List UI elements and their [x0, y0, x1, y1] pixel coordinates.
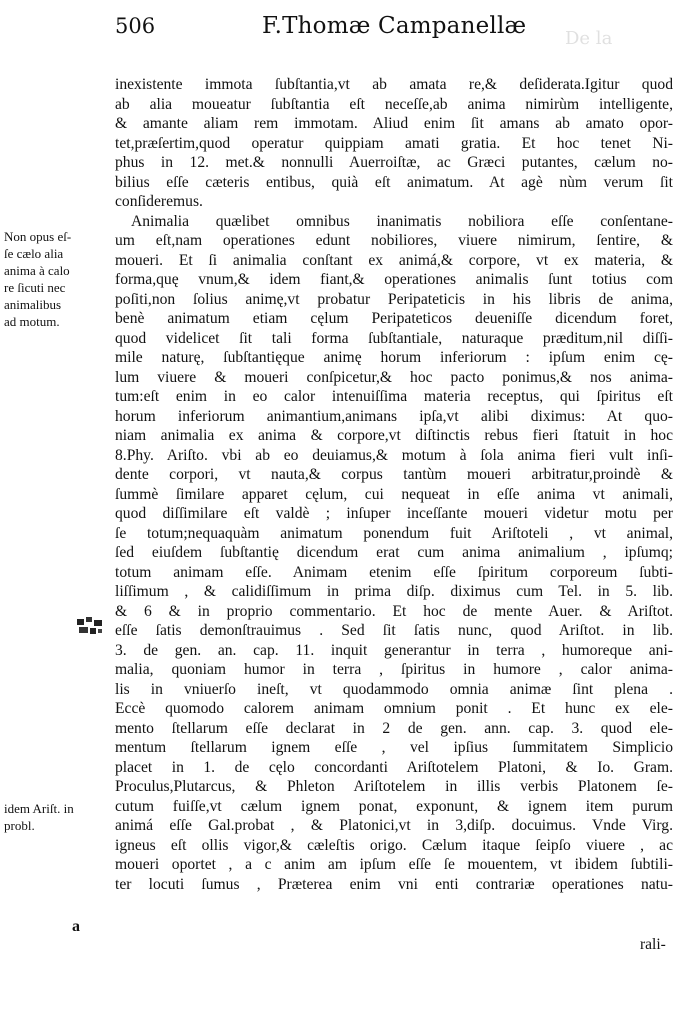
text-line: niam animalia ex anima & corpore,vt diſtinctis rebus fieri ſtatuit in hoc: [115, 427, 673, 444]
text-line: mento ſtellarum eſſe declarat in 2 de gen. ann. cap. 3. quod ele-: [115, 719, 673, 737]
text-line: igneus eſt ollis vigor,& cæleſtis origo. Cælum itaque ſeipſo viuere , ac: [115, 836, 673, 854]
bleed-through-text: De la: [565, 28, 613, 49]
text-line: mile naturę, ſubſtantięque animę horum inferiorum : ipſum enim cę-: [115, 349, 673, 366]
text-line: tum:eſt enim in eo calor intenuiſſima materia receptus, qui ſpiritus eſt: [115, 388, 673, 405]
margin-note-line: ſe cælo alia: [4, 246, 64, 261]
text-line: ſe totum;nequaquàm animatum ponendum fuit Ariſtoteli , vt animal,: [115, 524, 673, 542]
text-line: tet,præſertim,quod operatur quippiam amati gratia. Et hoc tenet Ni-: [115, 134, 673, 152]
margin-note-line: Non opus eſ-: [4, 229, 72, 244]
text-line: Proculus,Plutarcus, & Phleton Ariſtotelem in illis verbis Platonem ſe-: [115, 778, 673, 795]
text-line: poſiti,non ſolius animę,vt probatur Peripateticis in his libris de anima,: [115, 290, 673, 308]
text-line: ſummè ſimilare apparet cęlum, cui nequeat in eſſe anima vt animali,: [115, 485, 673, 503]
text-line: & amante aliam rem immotam. Aliud enim ſit amans ab amato opor-: [115, 115, 673, 132]
text-line: eſſe ſatis demonſtrauimus . Sed ſit ſatis nunc, quod Ariſtot. in lib.: [115, 622, 673, 639]
margin-note-line: anima à calo: [4, 263, 70, 278]
text-line: bilius eſſe cæteris entibus, quià eſt animatum. At agè nùm verum ſit: [115, 173, 673, 191]
text-line: conſideremus.: [115, 193, 203, 210]
text-line: moueri. Et ſi animalia conſtant ex animá,& corpore, vt ex materia, &: [115, 251, 673, 269]
page-number: 506: [115, 14, 156, 38]
text-line: inexistente immota ſubſtantia,vt ab amata re,& deſiderata.Igitur quod: [115, 76, 673, 93]
text-line: 3. de gen. an. cap. 11. inquit generantur in terra , humoreque ani-: [115, 641, 673, 659]
body-text: [115, 75, 673, 894]
text-line: & 6 & in proprio commentario. Et hoc de mente Auer. & Ariſtot.: [115, 602, 673, 620]
text-line: lis in vniuerſo ineſt, vt quodammodo omnia animæ ſint plena .: [115, 680, 673, 698]
margin-note-line: animalibus: [4, 297, 62, 312]
margin-note-line: probl.: [4, 818, 35, 833]
text-line: moueri oportet , a c anim am ipſum eſſe ſe mouentem, vt ibidem ſubtili-: [115, 856, 673, 873]
text-line: dente corpori, vt nauta,& corpus tantùm moueri arbitratur,proindè &: [115, 466, 673, 483]
running-head: F.Thomæ Campanellæ: [262, 13, 527, 39]
text-line: lum viuere & moueri conſpicetur,& hoc pacto ponimus,& nos anima-: [115, 368, 673, 386]
text-line: phus in 12. met.& nonnulli Auerroiſtæ, ac Græci putantes, cælum no-: [115, 154, 673, 171]
text-line: mentum ſtellarum ignem eſſe , vel ipſius ſummitatem Simplicio: [115, 739, 673, 756]
text-line: forma,quę vnum,& idem fiant,& operationes animalis ſunt totius com: [115, 271, 673, 288]
text-line: ſed eiuſdem ſubſtantię dicendum erat cum anima animalium , ipſumq;: [115, 544, 673, 561]
catchword: rali-: [640, 936, 666, 953]
text-line: cutum fuiſſe,vt cælum ignem ponat, exponunt, & ignem item purum: [115, 797, 673, 815]
text-line: animá eſſe Gal.probat , & Platonici,vt in 3,diſp. docuimus. Vnde Virg.: [115, 817, 673, 834]
margin-note-line: idem Ariſt. in: [4, 801, 74, 816]
text-line: quod diſſimilare eſt valdè ; inſuper inceſſante moueri videtur motu per: [115, 505, 673, 522]
text-line: Animalia quælibet omnibus inanimatis nobiliora eſſe conſentane-: [131, 212, 673, 230]
text-line: benè animatum etiam cęlum Peripateticos deueniſſe dicendum foret,: [115, 310, 673, 327]
text-line: malia, quoniam humor in terra , ſpiritus in humore , calor anima-: [115, 661, 673, 678]
margin-note-line: ad motum.: [4, 314, 60, 329]
text-line: Eccè quomodo calorem animam omnium ponit . Et hunc ex ele-: [115, 700, 673, 717]
text-line: horum inferiorum animantium,animans ipſa,vt alibi diximus: At quo-: [115, 407, 673, 425]
text-line: totum animam eſſe. Animam etenim eſſe ſpiritum corporeum ſubti-: [115, 563, 673, 581]
ornament-mark: [76, 616, 104, 636]
margin-note: [4, 800, 112, 834]
text-line: um eſt,nam operationes edunt nobiliores, viuere nimirum, ſentire, &: [115, 232, 673, 249]
margin-note: [4, 228, 112, 330]
text-line: 8.Phy. Ariſto. vbi ab eo deuiamus,& motum à ſola anima fieri vult inſi-: [115, 446, 673, 464]
text-line: ab alia moueatur ſubſtantia eſt neceſſe,ab anima nimirùm intelligente,: [115, 95, 673, 113]
text-line: quod videlicet ſit tali forma ſubſtantiale, naturaque præditum,nil diſſi-: [115, 329, 673, 347]
margin-note-line: re ſicuti nec: [4, 280, 66, 295]
text-line: placet in 1. de cęlo concordanti Ariſtotelem Platoni, & Io. Gram.: [115, 758, 673, 776]
signature-mark: a: [72, 918, 80, 935]
text-line: liſſimum , & calidiſſimum in prima diſp. diximus cum Tel. in 5. lib.: [115, 583, 673, 600]
text-line: ter locuti ſumus , Præterea enim vni enti contrariæ operationes natu-: [115, 875, 673, 893]
